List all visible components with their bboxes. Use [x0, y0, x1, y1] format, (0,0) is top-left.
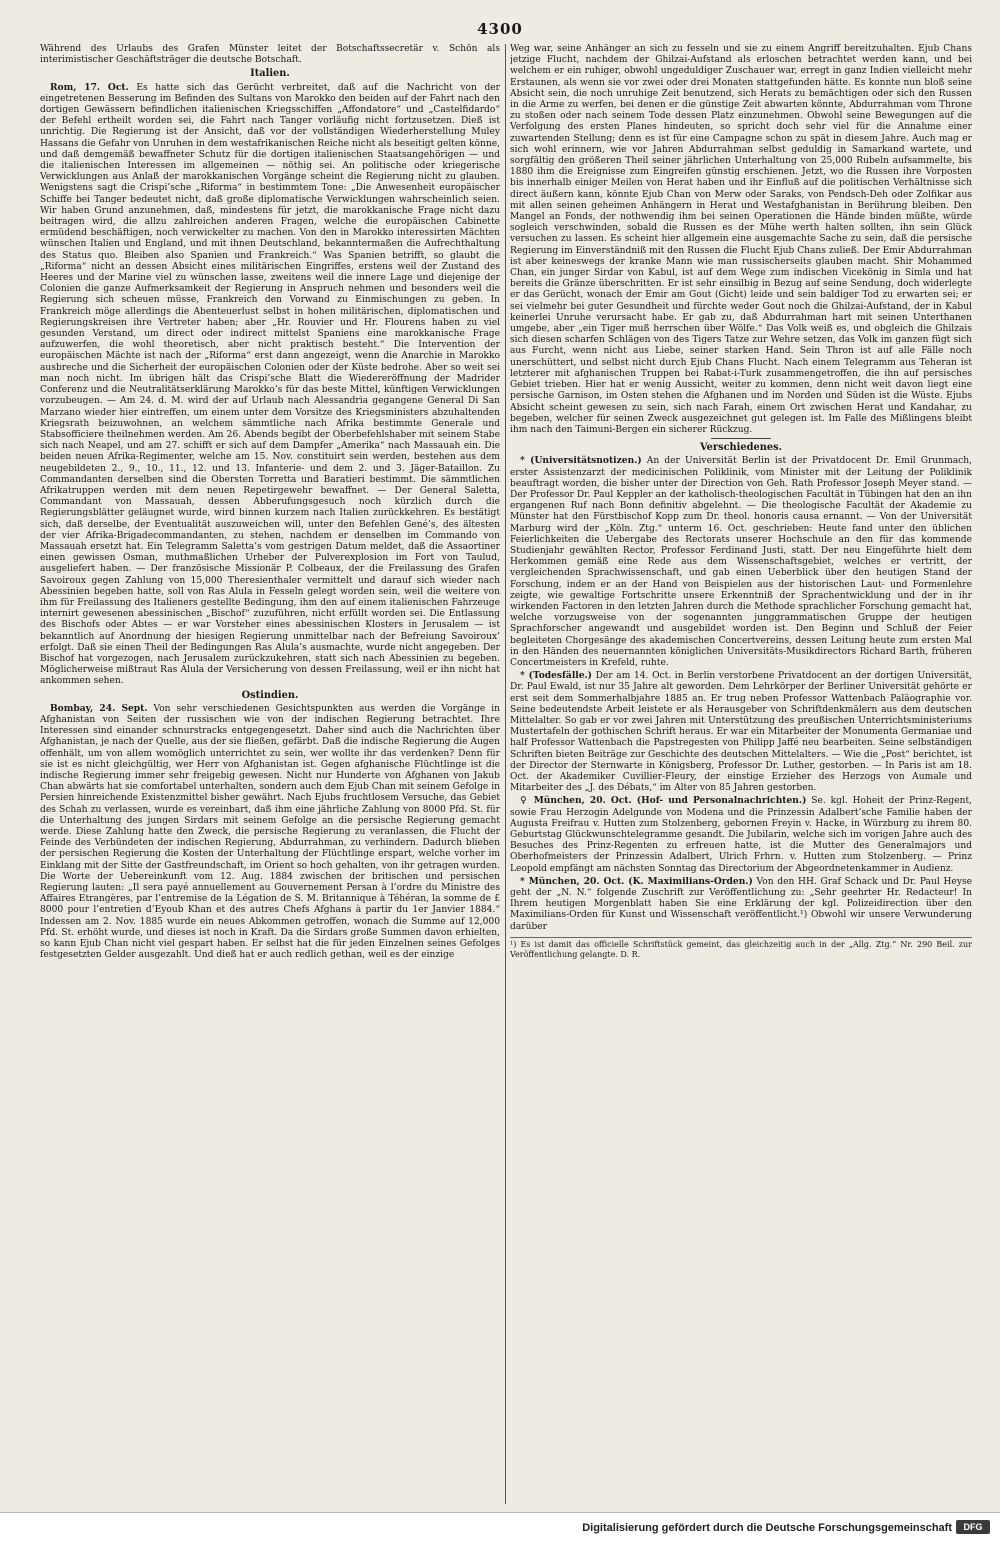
- italy-body: Es hatte sich das Gerücht verbreitet, daß auf die Nachricht von der eingetretenen Besserung im Befinden des Sultans von Marokko den beiden auf der Fahrt nach den dortigen Gewässern befindlichen italienischen Kriegsschiffen „Affondatore“ und „Castelfidardo“ der Befehl ertheilt worden sei, die Fahrt nach Tanger vorläufig nicht fortzusetzen. Dieß ist unrichtig. Die Regierung ist der Ansicht, daß vor der vollständigen Wiederherstellung Muley Hassans die Gefahr von Unruhen in dem westafrikanischen Reiche nicht als beseitigt gelten könne, und daß demgemäß bewaffneter Schutz für die dortigen italienischen Staatsangehörigen — und die italienischen Interessen im allgemeinen — nöthig sei. An politische oder kriegerische Verwicklungen aus Anlaß der marokkanischen Vorgänge scheint die Regierung nicht zu glauben. Wenigstens sagt die Crispi’sche „Riforma“ in bestimmtem Tone: „Die Anwesenheit europäischer Schiffe bei Tanger bedeutet nicht, daß große diplomatische Verwicklungen wahrscheinlich seien. Wir haben Grund anzunehmen, daß, mindestens für jetzt, die marokkanische Frage nicht dazu beitragen wird, die allzu zahlreichen anderen Fragen, welche die europäischen Cabinette ermüdend beschäftigen, noch verwickelter zu machen. Von den in Marokko interessirten Mächten wünschen Italien und England, und mit ihnen Deutschland, bekanntermaßen die Aufrechthaltung des Status quo. Bleiben also Spanien und Frankreich.“ Was Spanien betrifft, so glaubt die „Riforma“ nicht an dessen Absicht eines militärischen Eingriffes, erstens weil der Zustand des Heeres und der Marine viel zu wünschen lasse, zweitens weil die innere Lage und diejenige der Colonien die ganze Aufmerksamkeit der Regierung in Anspruch nehmen und besonders weil die Regierung sich scheuen müsse, Frankreich den Vorwand zu Einmischungen zu geben. In Frankreich möge allerdings die Abenteuerlust selbst in hohen militärischen, diplomatischen und Regierungskreisen ihre Vertreter haben; aber „Hr. Rouvier und Hr. Flourens haben zu viel gesunden Verstand, um direct oder indirect mittelst Spaniens eine marokkanische Frage aufzuwerfen, die wohl theoretisch, aber nicht praktisch besteht.“ Die Intervention der europäischen Mächte ist nach der „Riforma“ erst dann angezeigt, wenn die Anarchie in Marokko ausbreche und die Sicherheit der europäischen Colonien oder der Küste bedrohe. Aber so weit sei man noch nicht. Im übrigen hält das Crispi’sche Blatt die Wiedereröffnung der Madrider Conferenz und die Neutralitätserklärung Marokko’s für das beste Mittel, künftigen Verwicklungen vorzubeugen. — Am 24. d. M. wird der auf Urlaub nach Alessandria gegangene General Di San Marzano wieder hier eintreffen, um einem unter dem Vorsitze des Kriegsministers abzuhaltenden Kriegsrath beizuwohnen, an welchem sämmtliche nach Afrika bestimmte Generale und Stabsofficiere theilnehmen werden. Am 26. Abends begibt der Oberbefehlshaber mit seinem Stabe sich nach Neapel, und am 27. schifft er sich auf dem Dampfer „Amerika“ nach Massauah ein. Die beiden neuen Afrika-Regimenter, welche am 15. Nov. constituirt sein werden, bestehen aus dem neugebildeten 2., 9., 10., 11., 12. und 13. Infanterie- und dem 2. und 3. Jäger-Bataillon. Zu Commandanten derselben sind die Obersten Torretta und Baratieri bestimmt. Die sämmtlichen Afrikatruppen werden mit dem neuen Repetirgewehr bewaffnet. — Der General Saletta, Commandant von Massauah, dessen Abberufungsgesuch noch kürzlich durch die Regierungsblätter geläugnet wurde, wird binnen kurzem nach Italien zurückkehren. Es bestätigt sich, daß derselbe, der Eventualität auszuweichen will, unter den Befehlen Gené’s, des ältesten der vier Afrika-Brigadecommandanten, zu stehen, nachdem er denselben im Commando von Massauah ersetzt hat. Ein Telegramm Saletta’s vom gestrigen Datum meldet, daß die Assaortiner einen gewissen Osman, muthmaßlichen Urheber der Pulverexplosion im Fort von Taulud, ausgeliefert haben. — Der französische Missionär P. Colbeaux, der die Freilassung des Grafen Savoiroux gegen Zahlung von 15,000 Theresienthaler vermittelt und darauf sich wieder nach Abessinien begeben hatte, soll von Ras Alula in Fesseln gelegt worden sein, weil die weitere von ihm für Freilassung des Italieners gestellte Bedingung, ihm den auf einem italienischen Fahrzeuge internirt gewesenen abessinischen „Bischof“ zuzuführen, nicht erfüllt worden sei. Die Entlassung des Bischofs oder Abtes — er war Vorsteher eines abessinischen Klosters in Jerusalem — ist bekanntlich auf Anordnung der hiesigen Regierung unmittelbar nach der Befreiung Savoiroux’ erfolgt. Daß sie einen Theil der Bedingungen Ras Alula’s ausmachte, wurde nicht angegeben. Der Bischof hat vorgezogen, nach Jerusalem zurückzukehren, statt sich nach Abessinien zu begeben. Möglicherweise mißtraut Ras Alula der Versicherung von dessen Freilassung, weil er ihn nicht hat ankommen sehen.: [40, 82, 500, 687]
- bombay-body: Von sehr verschiedenen Gesichtspunkten aus werden die Vorgänge in Afghanistan von Seiten der russischen wie von der indischen Regierung betrachtet. Ihre Interessen sind einander schnurstracks entgegengesetzt. Daher sind auch die Nachrichten über Afghanistan, je nach der Quelle, aus der sie fließen, gefärbt. Daß die indische Regierung die Augen offenhält, um von allem womöglich unterrichtet zu sein, wer wollte ihr das verdenken? Denn für sie ist es nicht gleichgültig, wer Herr von Afghanistan ist. Gegen afghanische Flüchtlinge ist die indische Regierung immer sehr freigebig gewesen. Nicht nur Hunderte von Afghanen von Jakub Chan abwärts hat sie comfortabel unterhalten, sondern auch dem Ejub Chan mit seinem Gefolge in Persien hinreichende Existenzmittel bisher gewährt. Nach Ejubs fruchtlosem Versuche, das Gebiet des Schah zu verlassen, wurde es vereinbart, daß ihm eine jährliche Zahlung von 8000 Pfd. St. für die Unterhaltung des jungen Sirdars mit seinem Gefolge an die persische Regierung gemacht werde. Diese Zahlung hatte den Zweck, die persische Regierung zu veranlassen, die Flucht der Feinde des Verbündeten der indischen Regierung, Abdurrahman, zu verhindern. Dadurch blieben der persischen Regierung die Kosten der Unterhaltung der Flüchtlinge erspart, welche vorher im Einklang mit der Sitte der Gastfreundschaft, im Orient so hoch gehalten, von ihr getragen wurden. Die Worte der Uebereinkunft vom 12. Aug. 1884 zwischen der britischen und persischen Regierung lauten: „Il sera payé annuellement au Gouvernement Persan à l’ordre du Ministre des Affaires Etrangères, par l’entremise de la Légation de S. M. Britannique à Téhéran, la somme de £ 8000 pour l’entretien d’Eyoub Khan et des autres Chefs Afghans à partir du 1er Janvier 1884.“ Indessen am 2. Nov. 1885 wurde ein neues Abkommen getroffen, wonach die Summe auf 12,000 Pfd. St. erhöht wurde, und dieses ist noch in Kraft. Da die Sirdars große Summen davon erhielten, so kann Ejub Chan nicht viel gespart haben. Er selbst hat die für jeden Einzelnen seines Gefolges festgesetzten Gelder ausgezahlt. Und dieß hat er auch redlich gethan, weil es der einzige: [40, 703, 500, 961]
- section-heading-italy: Italien.: [250, 68, 290, 80]
- section-heading-misc: Verschiedenes.: [699, 442, 783, 454]
- university-body: An der Universität Berlin ist der Privatdocent Dr. Emil Grunmach, erster Assistenzarzt der medicinischen Poliklinik, vom Minister mit der Leitung der Poliklinik beauftragt worden, die bisher unter der Direction von Geh. Rath Professor Joseph Meyer stand. — Der Professor Dr. Paul Keppler an der katholisch-theologischen Facultät in Tübingen hat den an ihn ergangenen Ruf nach Bonn definitiv abgelehnt. — Die theologische Facultät der Akademie zu Münster hat den Fürstbischof Kopp zum Dr. theol. honoris causa ernannt. — Von der Universität Marburg wird der „Köln. Ztg.“ unterm 16. Oct. geschrieben: Heute fand unter den üblichen Feierlichkeiten die Uebergabe des Rectorats unserer Hochschule an den für das kommende Studienjahr gewählten Rector, Professor Ferdinand Justi, statt. Der neu Eingeführte hielt dem Herkommen gemäß eine Rede aus dem Wissenschaftsgebiet, welches er vertritt, der vergleichenden Sprachwissenschaft, und gab einen Ueberblick über den heutigen Stand der Forschung, indem er an der Hand von Beispielen aus der historischen Laut- und Formenlehre zeigte, wie gewaltige Fortschritte unsere Erkenntniß der Sprachentwicklung und der in ihr wirkenden Factoren in den letzten Jahren durch die Methode sprachlicher Forschung gemacht hat, welche vorzugsweise von der sogenannten junggrammatischen Gruppe der heutigen Sprachforscher angewandt und ausgebildet worden ist. Den Beginn und Schluß der Feier begleiteten Chorgesänge des akademischen Concertvereins, dessen Leitung heute zum ersten Mal in den Händen des neuernannten königlichen Universitäts-Musikdirectors Richard Barth, früheren Concertmeisters in Krefeld, ruhte.: [510, 456, 972, 668]
- munich-order-news: [510, 876, 972, 933]
- munich-order-lead: * München, 20. Oct. (K. Maximilians-Orden.): [520, 875, 753, 887]
- page-number: 4300: [477, 20, 523, 38]
- section-rule: [711, 438, 771, 439]
- funding-notice: Digitalisierung gefördert durch die Deutsche Forschungsgemeinschaft: [582, 1522, 952, 1534]
- death-notices: [510, 670, 972, 794]
- digitization-footer: [0, 1512, 1000, 1542]
- ostindien-continuation: Weg war, seine Anhänger an sich zu fesseln und sie zu einem Angriff bereitzuhalten. Ejub Chans jetzige Flucht, nachdem der Ghilzai-Aufstand als erloschen betrachtet werden kann, und bei welchem er ein ruhiger, obwohl ungeduldiger Zuschauer war, erregt in ganz Indien vielleicht mehr Erstaunen, als wenn sie vor zwei oder drei Monaten stattgefunden hätte. Es konnte nun bloß seine Absicht sein, die noch unruhige Zeit benutzend, sich Herats zu bemächtigen oder sich den Russen in die Arme zu werfen, bei denen er die günstige Zeit abwarten könnte, Abdurrahman vom Throne zu stoßen oder nach seinem Tode dessen Platz einzunehmen. Obwohl seine Bewegungen auf die Verfolgung des ersten Planes hindeuten, so spricht doch sehr viel für die Annahme einer zuwartenden Stellung; denn es ist für eine Campagne schon zu spät in diesem Jahre. Auch mag er sich wohl erinnern, wie vor Jahren Abdurrahman selbst geduldig in Samarkand wartete, und sorgfältig den größeren Theil seiner jährlichen Unterhaltung von 25,000 Rubeln aufsammelte, bis 1880 ihm die Ereignisse zum Eingreifen günstig erschienen. Jetzt, wo die Russen ihre Vorposten bis innerhalb einiger Meilen von Herat haben und ihr Einfluß auf die politischen Verhältnisse sich direct äußern kann, könnte Ejub Chan von Merw oder Saraks, von Pendsch-Deh oder Zolfikar aus mit allen seinen geheimen Anhängern in Herat und Westafghanistan in Berührung bleiben. Den Mangel an Fonds, der nothwendig ihm bei seinen Operationen die Hände binden müßte, würde sogleich verschwinden, sobald die Russen es der Mühe werth halten sollten, ihn sein Glück versuchen zu lassen. Es scheint hier allgemein eine ausgemachte Sache zu sein, daß die persische Regierung im Einverständniß mit den Russen die Flucht Ejub Chans zuließ. Der Emir Abdurrahman ist aber keineswegs der kranke Mann wie man russischerseits glauben macht. Shir Mohammed Chan, ein junger Sirdar von Kabul, ist auf dem Wege zum indischen Vicekönig in Simla und hat bereits die Gränze überschritten. Er ist sehr einsilbig in Bezug auf seine Sendung, doch widerlegte er das Gerücht, wonach der Emir am Gout (Gicht) leide und sein baldiger Tod zu erwarten sei; er sei vielmehr bei guter Gesundheit und fürchte weder Gout noch die Ghilzai-Aufstand, der in Kabul keinerlei Unruhe verursacht habe. Er gab zu, daß Abdurrahman hart mit seinen Unterthanen umgebe, aber „ein Tiger muß herrschen über Wölfe.“ Das Volk weiß es, und obgleich die Ghilzais sich diesen scharfen Schlägen von des Tigers Tatze zur Wehre setzen, das Volk im ganzen fügt sich aus Furcht, wenn nicht aus Liebe, seiner starken Hand. Sein Thron ist auf alle Fälle noch unerschüttert, und selbst nicht durch Ejub Chans Flucht. Nach einem Telegramm aus Teheran ist letzterer mit afghanischen Truppen bei Rabat-i-Turk zusammengetroffen, die ihn auf persisches Gebiet trieben. Hier hat er wenig Aussicht, weiter zu kommen, denn nicht weit davon liegt eine persische Garnison, im Osten stehen die Afghanen und im Norden und Süden ist die Wüste. Ejubs Absicht scheint gewesen zu sein, sich nach Farah, einem Ort zwischen Herat und Kandahar, zu begeben, welcher für seinen Zweck ausgezeichnet gut gelegen ist. Im Falle des Mißlingens bleibt ihm nach den Taimuni-Bergen ein sicherer Rückzug.: [510, 44, 972, 435]
- munich-order-body: Von den HH. Graf Schack und Dr. Paul Heyse geht der „N. N.“ folgende Zuschrift zur Veröffentlichung zu: „Sehr geehrter Hr. Redacteur! In Ihrem heutigen Morgenblatt haben Sie eine Erklärung der kgl. Polizeidirection über den Maximilians-Orden für Kunst und Wissenschaft veröffentlicht.¹) Obwohl wir unsere Verwunderung darüber: [510, 876, 972, 932]
- university-lead: * (Universitätsnotizen.): [520, 455, 642, 467]
- munich-court-body: Se. kgl. Hoheit der Prinz-Regent, sowie Frau Herzogin Adelgunde von Modena und die Prinzessin Adalbert’sche Familie haben der Augusta Freifrau v. Hutten zum Stolzenberg, gebornen Freyin v. Hacke, in Würzburg zu ihrem 80. Geburtstag Glückwunschtelegramme gesandt. Die Jubilarin, welche sich im vorigen Jahre auch des Besuches des Prinz-Regenten zu erfreuen hatte, ist die Mutter des Generalmajors und Oberhofmeisters der Prinzessin Adalbert, Ulrich Frhrn. v. Hutten zum Stolzenberg. — Prinz Leopold empfängt am nächsten Sonntag das Directorium der Abgeordnetenkammer in Audienz.: [510, 796, 972, 874]
- italy-article: [40, 82, 500, 688]
- italy-dateline: Rom, 17. Oct.: [50, 81, 129, 93]
- bombay-article: [40, 703, 500, 962]
- footnote: ¹) Es ist damit das officielle Schriftstück gemeint, das gleichzeitig auch in der „Allg. Ztg.“ Nr. 290 Beil. zur Veröffentlichung gelangte. D. R.: [510, 937, 972, 960]
- dfg-logo: DFG: [956, 1520, 990, 1534]
- university-notes: [510, 455, 972, 669]
- section-heading-ostindien: Ostindien.: [241, 689, 299, 701]
- bombay-dateline: Bombay, 24. Sept.: [50, 702, 148, 714]
- death-lead: * (Todesfälle.): [520, 670, 592, 682]
- intro-paragraph: Während des Urlaubs des Grafen Münster leitet der Botschaftssecretär v. Schön als interimistischer Geschäftsträger die deutsche Botschaft.: [40, 44, 500, 66]
- munich-court-news: [510, 795, 972, 874]
- left-column: [40, 44, 500, 1504]
- column-divider: [505, 44, 506, 1504]
- munich-court-lead: ♀ München, 20. Oct. (Hof- und Personalnachrichten.): [520, 795, 807, 807]
- right-column: [510, 44, 972, 1504]
- death-body: Der am 14. Oct. in Berlin verstorbene Privatdocent an der dortigen Universität, Dr. Paul Ewald, ist nur 35 Jahre alt geworden. Dem Lehrkörper der Berliner Universität gehörte er erst seit dem Sommerhalbjahre 1885 an. Er trug neben Professor Wattenbach Paläographie vor. Seine bedeutendste Arbeit leistete er als Herausgeber von Schriftdenkmälern aus dem deutschen Mittelalter. So gab er vor zwei Jahren mit Unterstützung des preußischen Unterrichtsministeriums Mustertafeln der gothischen Schrift heraus. Er war ein Mitarbeiter der Monumenta Germaniae und half Professor Wattenbach die Papstregesten von Philipp Jaffé neu bearbeiten. Seine selbständigen Schriften bieten Beiträge zur Geschichte des deutschen Mittelalters. — Wie die „Post“ berichtet, ist der Director der Sternwarte in Königsberg, Professor Dr. Luther, gestorben. — In Paris ist am 18. Oct. der Akademiker Cuvillier-Fleury, der einstige Erzieher des Herzogs von Aumale und Mitarbeiter des „J. des Débats,“ im Alter von 85 Jahren gestorben.: [510, 671, 972, 794]
